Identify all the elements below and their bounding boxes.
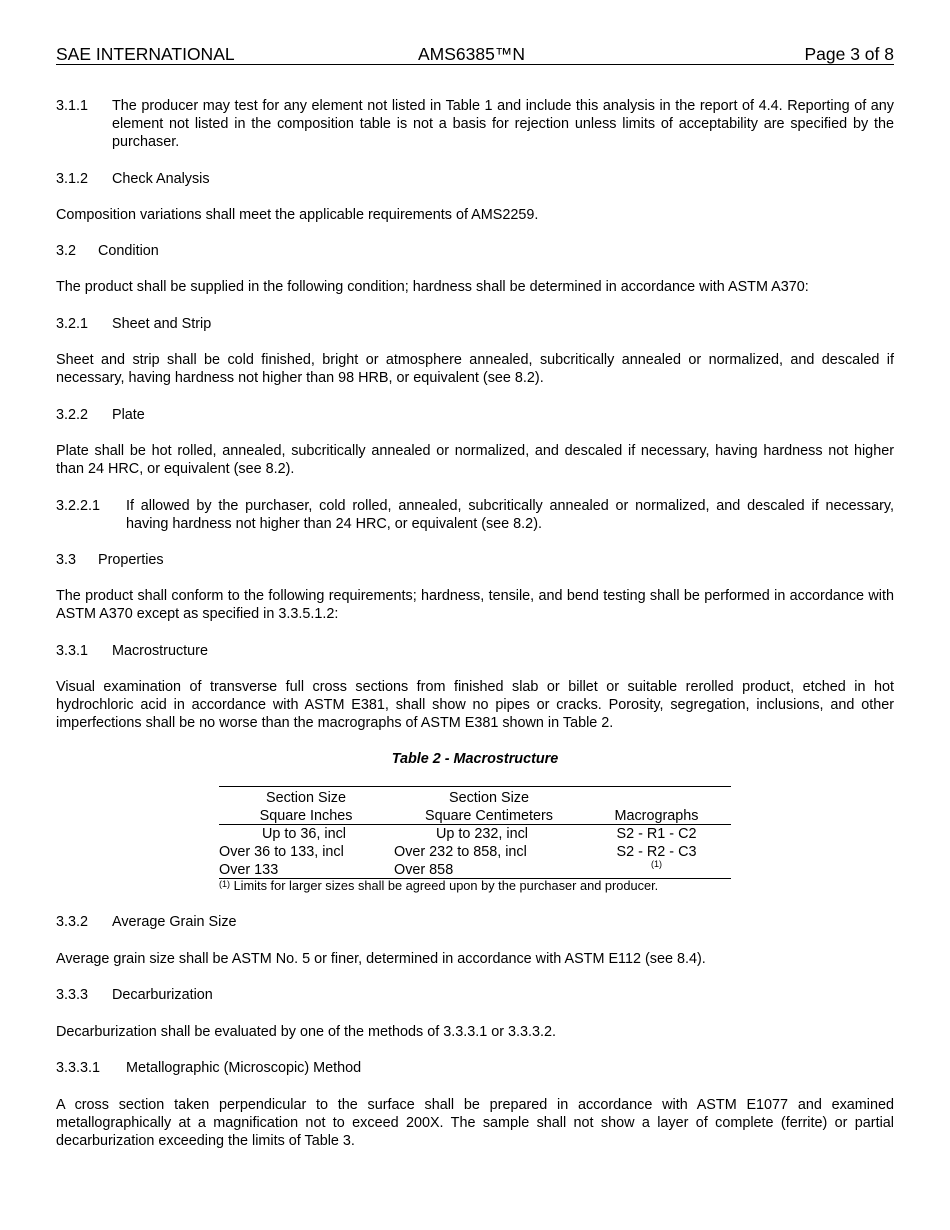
- footnote-text: Limits for larger sizes shall be agreed upon by the purchaser and producer.: [233, 878, 659, 893]
- table-cell-cm: Over 232 to 858, incl: [394, 844, 527, 860]
- section-3-1-2-heading: [56, 170, 894, 188]
- section-title: Plate: [112, 407, 145, 423]
- table-2-title: Table 2 - Macrostructure: [391, 751, 559, 767]
- column-header-inches-2: Square Inches: [259, 808, 353, 824]
- section-3-3-3-1-heading: [56, 1059, 894, 1077]
- section-number: 3.3.3: [56, 987, 89, 1003]
- column-header-cm-2: Square Centimeters: [425, 808, 553, 824]
- table-cell-macrographs: S2 - R1 - C2: [616, 826, 697, 842]
- section-3-2-2-text: Plate shall be hot rolled, annealed, subcritically annealed or normalized, and descaled if necessary, having hardness not higher than 24 HRC, or equivalent (see 8.2).: [56, 443, 894, 477]
- table-top-rule: [219, 786, 731, 787]
- table-footnote: [219, 878, 658, 894]
- section-3-2-text: The product shall be supplied in the following condition; hardness shall be determined in accordance with ASTM A370:: [56, 279, 809, 295]
- section-title: Metallographic (Microscopic) Method: [126, 1060, 362, 1076]
- column-header-inches-1: Section Size: [266, 790, 346, 806]
- table-cell-macrographs: S2 - R2 - C3: [616, 844, 697, 860]
- table-cell-inches: Over 133: [219, 862, 279, 878]
- section-3-3-3-text: Decarburization shall be evaluated by one of the methods of 3.3.3.1 or 3.3.3.2.: [56, 1024, 556, 1040]
- section-3-3-1-text: Visual examination of transverse full cross sections from finished slab or billet or suitable rerolled product, etched in hot hydrochloric acid in accordance with ASTM E381, shall show no pipes or cracks. Porosity, segregation, inclusions, and other imperfections shall be no worse than the macrographs of ASTM E381 shown in Table 2.: [56, 679, 894, 731]
- section-3-3-2-heading: [56, 913, 894, 931]
- section-3-1-2-text: Composition variations shall meet the applicable requirements of AMS2259.: [56, 207, 539, 223]
- page-header: [56, 44, 894, 65]
- header-document-id: AMS6385™N: [418, 44, 525, 64]
- section-number: 3.2.1: [56, 316, 89, 332]
- section-3-3-2-text: Average grain size shall be ASTM No. 5 or finer, determined in accordance with ASTM E112 (see 8.4).: [56, 951, 706, 967]
- section-3-2-heading: [56, 242, 894, 260]
- section-title: Average Grain Size: [112, 914, 237, 930]
- section-3-2-2-1: [56, 497, 894, 533]
- table-cell-cm: Over 858: [394, 862, 454, 878]
- column-header-cm-1: Section Size: [449, 790, 529, 806]
- section-title: Sheet and Strip: [112, 316, 212, 332]
- section-3-2-2-heading: [56, 406, 894, 424]
- section-number: 3.1.1: [56, 98, 89, 114]
- section-text: If allowed by the purchaser, cold rolled, annealed, subcritically annealed or normalized, and descaled if necessary, having hardness not higher than 24 HRC, or equivalent (see 8.2).: [126, 498, 894, 532]
- footnote-marker: (1): [219, 879, 230, 889]
- section-3-2-1-heading: [56, 315, 894, 333]
- table-cell-inches: Over 36 to 133, incl: [219, 844, 344, 860]
- section-3-1-1: [56, 97, 894, 151]
- section-number: 3.1.2: [56, 171, 89, 187]
- section-3-3-3-1-text: A cross section taken perpendicular to the surface shall be prepared in accordance with ASTM E1077 and examined metallographically at a magnification not to exceed 200X. The sample shall not show a layer of complete (ferrite) or partial decarburization exceeding the limits of Table 3.: [56, 1097, 894, 1149]
- section-number: 3.3.2: [56, 914, 89, 930]
- section-title: Decarburization: [112, 987, 213, 1003]
- section-title: Macrostructure: [112, 643, 208, 659]
- section-3-3-3-heading: [56, 986, 894, 1004]
- section-3-3-heading: [56, 551, 894, 569]
- section-title: Check Analysis: [112, 171, 210, 187]
- section-3-2-1-text: Sheet and strip shall be cold finished, bright or atmosphere annealed, subcritically annealed or normalized, and descaled if necessary, having hardness not higher than 98 HRB, or equivalent (see 8.2).: [56, 352, 894, 386]
- section-number: 3.2.2.1: [56, 498, 101, 514]
- section-3-3-text: The product shall conform to the following requirements; hardness, tensile, and bend testing shall be performed in accordance with ASTM A370 except as specified in 3.3.5.1.2:: [56, 588, 894, 622]
- section-number: 3.2: [56, 243, 77, 259]
- section-number: 3.3: [56, 552, 77, 568]
- section-number: 3.2.2: [56, 407, 89, 423]
- table-cell-inches: Up to 36, incl: [262, 826, 346, 842]
- column-header-macrographs: Macrographs: [614, 808, 699, 824]
- section-text: The producer may test for any element not listed in Table 1 and include this analysis in the report of 4.4. Reporting of any element not listed in the composition table is not a basis for rejection unless limits of acceptability are specified by the purchaser.: [112, 98, 894, 150]
- table-cell-cm: Up to 232, incl: [436, 826, 528, 842]
- section-title: Properties: [98, 552, 164, 568]
- section-title: Condition: [98, 243, 159, 259]
- section-number: 3.3.1: [56, 643, 89, 659]
- section-number: 3.3.3.1: [56, 1060, 101, 1076]
- header-page-number: Page 3 of 8: [804, 44, 894, 64]
- table-cell-macrographs-footnote-ref: (1): [651, 859, 662, 869]
- header-organization: SAE INTERNATIONAL: [56, 44, 235, 64]
- section-3-3-1-heading: [56, 642, 894, 660]
